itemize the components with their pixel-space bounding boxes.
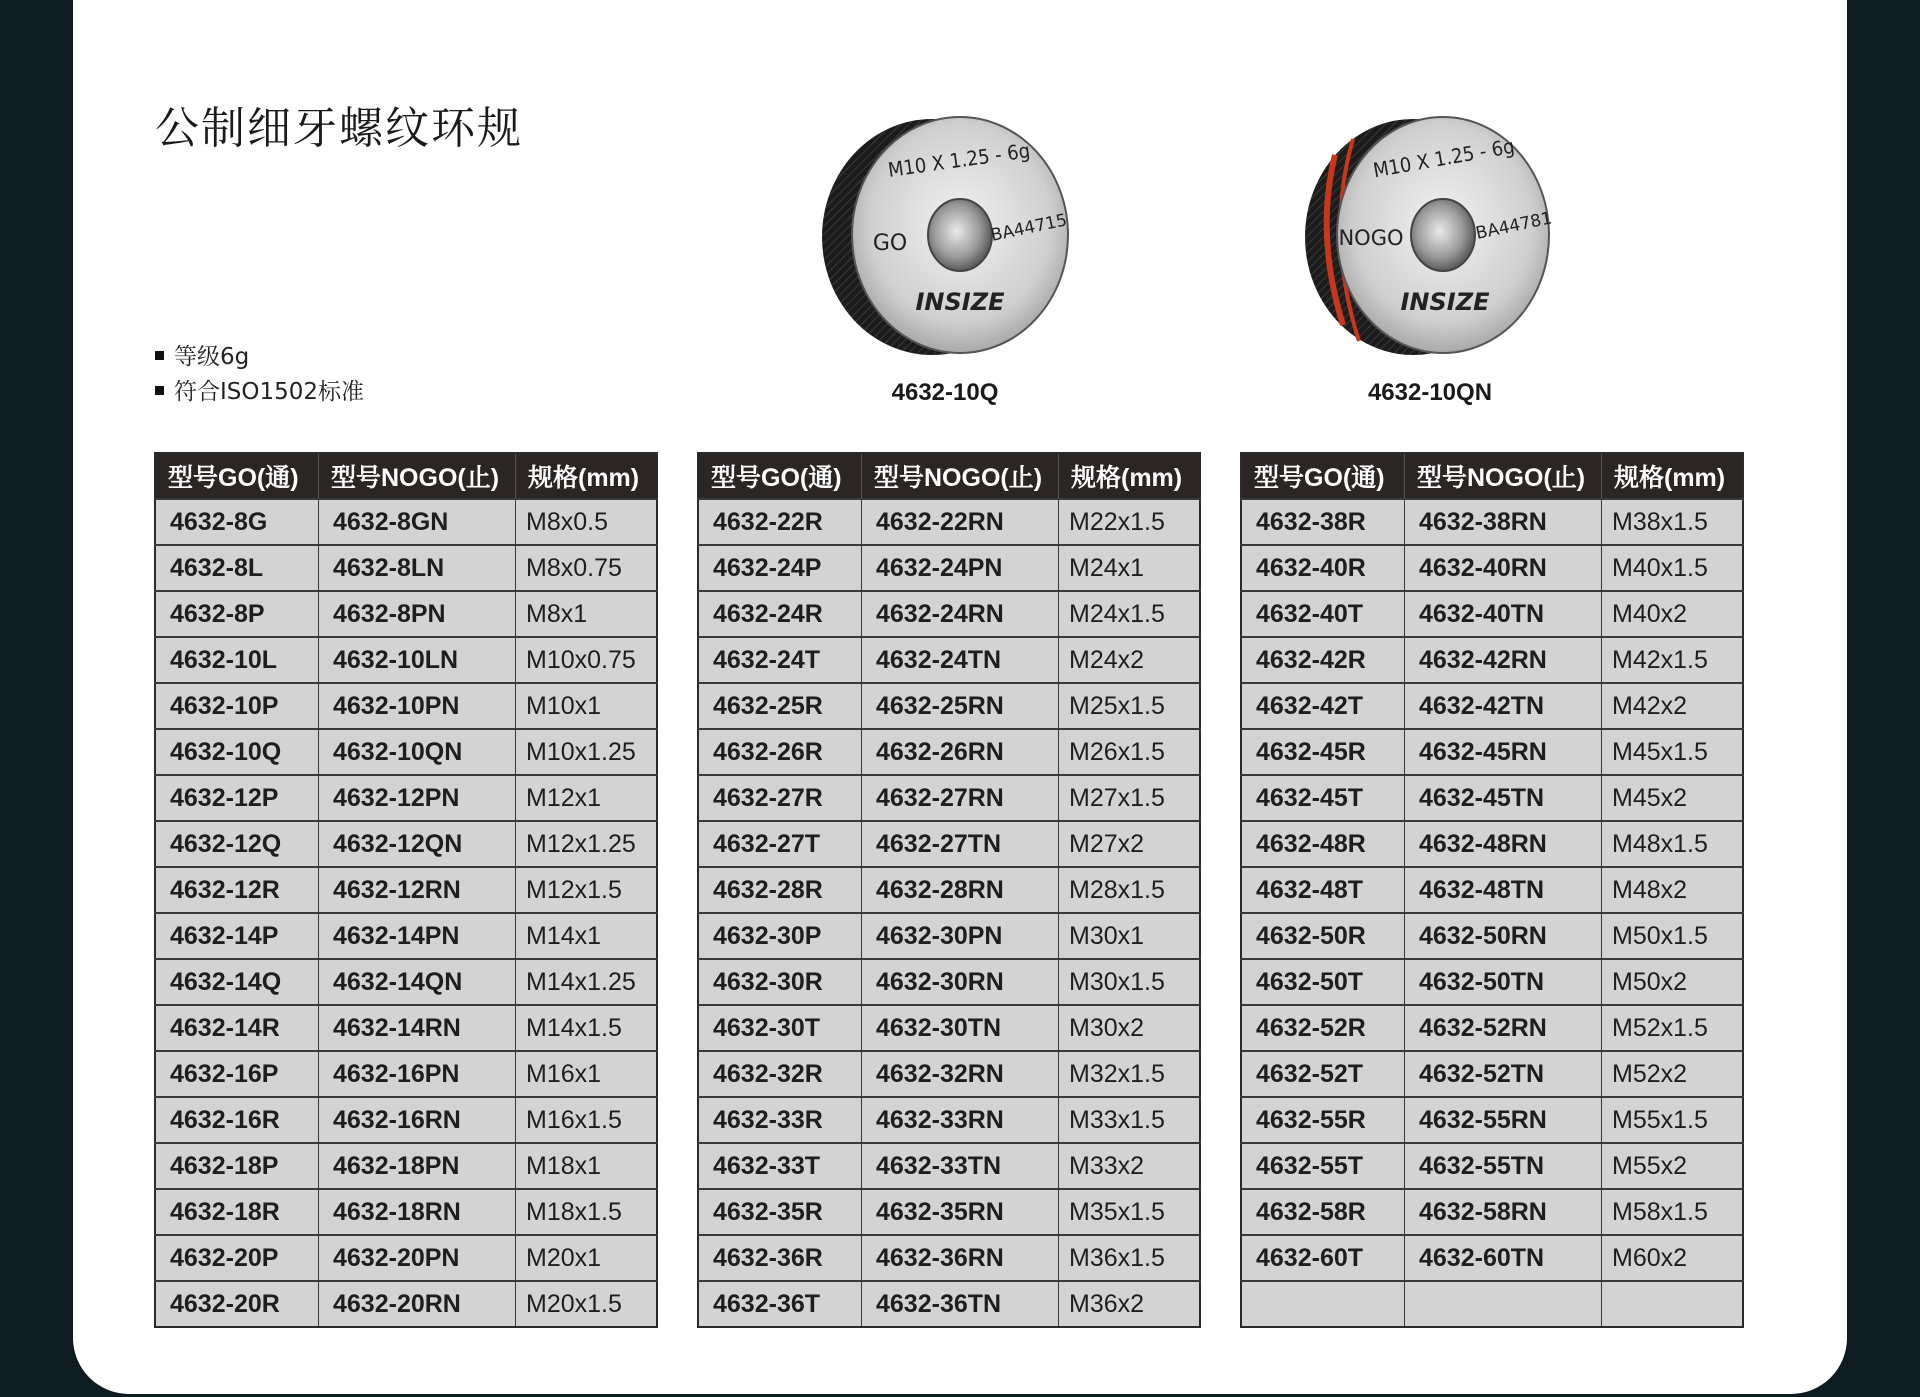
spec-table-3 xyxy=(1240,452,1744,1328)
cell-go-model: 4632-30P xyxy=(698,913,862,959)
cell-go-model: 4632-8G xyxy=(155,499,319,545)
cell-size: M42x2 xyxy=(1602,683,1744,729)
cell-size: M52x1.5 xyxy=(1602,1005,1744,1051)
cell-nogo-model: 4632-55TN xyxy=(1405,1143,1602,1189)
table-row xyxy=(1241,499,1743,545)
table-row xyxy=(155,775,657,821)
table-row xyxy=(155,1281,657,1327)
table-row xyxy=(1241,637,1743,683)
brand-logo: INSIZE xyxy=(915,288,1005,316)
table-row xyxy=(698,729,1200,775)
cell-size: M28x1.5 xyxy=(1059,867,1201,913)
cell-size: M58x1.5 xyxy=(1602,1189,1744,1235)
table-row xyxy=(155,499,657,545)
cell-size: M36x1.5 xyxy=(1059,1235,1201,1281)
cell-go-model: 4632-55R xyxy=(1241,1097,1405,1143)
cell-nogo-model: 4632-18RN xyxy=(319,1189,516,1235)
product-nogo-gauge xyxy=(1295,95,1565,407)
cell-nogo-model: 4632-48RN xyxy=(1405,821,1602,867)
cell-nogo-model: 4632-12QN xyxy=(319,821,516,867)
cell-size: M24x1.5 xyxy=(1059,591,1201,637)
cell-go-model: 4632-10L xyxy=(155,637,319,683)
table-row xyxy=(698,1005,1200,1051)
table-row xyxy=(155,545,657,591)
cell-go-model: 4632-36R xyxy=(698,1235,862,1281)
bullet-square-icon xyxy=(155,386,164,395)
feature-text: 符合ISO1502标准 xyxy=(174,379,365,405)
cell-nogo-model: 4632-36RN xyxy=(862,1235,1059,1281)
cell-size: M48x2 xyxy=(1602,867,1744,913)
cell-size: M55x1.5 xyxy=(1602,1097,1744,1143)
cell-nogo-model: 4632-14RN xyxy=(319,1005,516,1051)
table-header-row xyxy=(698,453,1200,499)
table-row xyxy=(1241,1143,1743,1189)
cell-size: M25x1.5 xyxy=(1059,683,1201,729)
cell-nogo-model: 4632-10PN xyxy=(319,683,516,729)
cell-size: M12x1.25 xyxy=(516,821,658,867)
cell-size: M45x2 xyxy=(1602,775,1744,821)
cell-go-model: 4632-18P xyxy=(155,1143,319,1189)
header-nogo: 型号NOGO(止) xyxy=(1405,453,1602,499)
cell-size: M55x2 xyxy=(1602,1143,1744,1189)
table-row xyxy=(698,683,1200,729)
cell-nogo-model xyxy=(1405,1281,1602,1327)
cell-go-model: 4632-12R xyxy=(155,867,319,913)
cell-size: M60x2 xyxy=(1602,1235,1744,1281)
cell-size: M14x1.25 xyxy=(516,959,658,1005)
cell-go-model: 4632-42R xyxy=(1241,637,1405,683)
cell-go-model xyxy=(1241,1281,1405,1327)
table-row xyxy=(698,1235,1200,1281)
cell-size: M26x1.5 xyxy=(1059,729,1201,775)
table-row xyxy=(698,1051,1200,1097)
cell-go-model: 4632-26R xyxy=(698,729,862,775)
threaded-hole xyxy=(1411,199,1475,271)
cell-nogo-model: 4632-24RN xyxy=(862,591,1059,637)
cell-size: M33x1.5 xyxy=(1059,1097,1201,1143)
cell-size: M24x1 xyxy=(1059,545,1201,591)
cell-go-model: 4632-12P xyxy=(155,775,319,821)
cell-nogo-model: 4632-12PN xyxy=(319,775,516,821)
cell-size: M48x1.5 xyxy=(1602,821,1744,867)
table-row xyxy=(1241,1005,1743,1051)
header-go: 型号GO(通) xyxy=(1241,453,1405,499)
table-row xyxy=(1241,729,1743,775)
table-row xyxy=(698,821,1200,867)
feature-item xyxy=(155,340,364,375)
cell-go-model: 4632-25R xyxy=(698,683,862,729)
cell-size: M18x1.5 xyxy=(516,1189,658,1235)
cell-nogo-model: 4632-22RN xyxy=(862,499,1059,545)
cell-nogo-model: 4632-36TN xyxy=(862,1281,1059,1327)
product-caption: 4632-10Q xyxy=(891,379,999,406)
nogo-ring-gauge-image xyxy=(1295,95,1565,375)
header-nogo: 型号NOGO(止) xyxy=(319,453,516,499)
cell-go-model: 4632-52T xyxy=(1241,1051,1405,1097)
cell-go-model: 4632-30T xyxy=(698,1005,862,1051)
side-label: GO xyxy=(872,231,908,256)
cell-nogo-model: 4632-8GN xyxy=(319,499,516,545)
cell-nogo-model: 4632-50RN xyxy=(1405,913,1602,959)
cell-size: M14x1.5 xyxy=(516,1005,658,1051)
cell-nogo-model: 4632-35RN xyxy=(862,1189,1059,1235)
table-row xyxy=(1241,1235,1743,1281)
cell-go-model: 4632-38R xyxy=(1241,499,1405,545)
table-row xyxy=(155,867,657,913)
cell-go-model: 4632-24R xyxy=(698,591,862,637)
cell-go-model: 4632-58R xyxy=(1241,1189,1405,1235)
cell-go-model: 4632-20R xyxy=(155,1281,319,1327)
table-row xyxy=(1241,959,1743,1005)
cell-go-model: 4632-27R xyxy=(698,775,862,821)
cell-go-model: 4632-24P xyxy=(698,545,862,591)
cell-nogo-model: 4632-14QN xyxy=(319,959,516,1005)
product-go-gauge xyxy=(810,95,1080,407)
cell-nogo-model: 4632-45RN xyxy=(1405,729,1602,775)
serial-number: BA44715 xyxy=(989,210,1069,246)
header-go: 型号GO(通) xyxy=(155,453,319,499)
cell-size: M45x1.5 xyxy=(1602,729,1744,775)
table-row xyxy=(698,1189,1200,1235)
table-row xyxy=(155,1189,657,1235)
table-header-row xyxy=(1241,453,1743,499)
cell-go-model: 4632-35R xyxy=(698,1189,862,1235)
cell-nogo-model: 4632-8PN xyxy=(319,591,516,637)
spec-table-1 xyxy=(154,452,658,1328)
cell-size: M35x1.5 xyxy=(1059,1189,1201,1235)
table-row xyxy=(155,913,657,959)
threaded-hole xyxy=(928,199,992,271)
cell-size: M52x2 xyxy=(1602,1051,1744,1097)
cell-size xyxy=(1602,1281,1744,1327)
cell-nogo-model: 4632-33TN xyxy=(862,1143,1059,1189)
cell-nogo-model: 4632-16RN xyxy=(319,1097,516,1143)
cell-nogo-model: 4632-55RN xyxy=(1405,1097,1602,1143)
go-ring-gauge-image xyxy=(810,95,1080,375)
cell-nogo-model: 4632-26RN xyxy=(862,729,1059,775)
cell-nogo-model: 4632-32RN xyxy=(862,1051,1059,1097)
table-row xyxy=(155,1097,657,1143)
cell-size: M40x1.5 xyxy=(1602,545,1744,591)
table-row xyxy=(698,1097,1200,1143)
table-row xyxy=(155,1143,657,1189)
table-row xyxy=(155,1235,657,1281)
cell-size: M18x1 xyxy=(516,1143,658,1189)
table-row xyxy=(155,959,657,1005)
cell-size: M33x2 xyxy=(1059,1143,1201,1189)
ring-marking: M10 X 1.25 - 6g xyxy=(886,138,1032,182)
table-row xyxy=(1241,1189,1743,1235)
cell-go-model: 4632-48T xyxy=(1241,867,1405,913)
table-row xyxy=(155,729,657,775)
cell-nogo-model: 4632-14PN xyxy=(319,913,516,959)
cell-size: M50x2 xyxy=(1602,959,1744,1005)
cell-go-model: 4632-14Q xyxy=(155,959,319,1005)
feature-item xyxy=(155,375,364,410)
cell-go-model: 4632-24T xyxy=(698,637,862,683)
cell-nogo-model: 4632-10QN xyxy=(319,729,516,775)
table-row xyxy=(698,913,1200,959)
cell-go-model: 4632-55T xyxy=(1241,1143,1405,1189)
cell-go-model: 4632-16R xyxy=(155,1097,319,1143)
cell-nogo-model: 4632-50TN xyxy=(1405,959,1602,1005)
product-caption: 4632-10QN xyxy=(1367,379,1493,406)
cell-go-model: 4632-20P xyxy=(155,1235,319,1281)
cell-go-model: 4632-52R xyxy=(1241,1005,1405,1051)
cell-nogo-model: 4632-24TN xyxy=(862,637,1059,683)
cell-size: M8x1 xyxy=(516,591,658,637)
cell-nogo-model: 4632-52RN xyxy=(1405,1005,1602,1051)
cell-size: M27x1.5 xyxy=(1059,775,1201,821)
cell-size: M14x1 xyxy=(516,913,658,959)
cell-go-model: 4632-10P xyxy=(155,683,319,729)
cell-nogo-model: 4632-30TN xyxy=(862,1005,1059,1051)
table-row xyxy=(698,1143,1200,1189)
cell-nogo-model: 4632-20RN xyxy=(319,1281,516,1327)
cell-go-model: 4632-50R xyxy=(1241,913,1405,959)
header-size: 规格(mm) xyxy=(1602,453,1744,499)
cell-size: M12x1.5 xyxy=(516,867,658,913)
cell-go-model: 4632-8L xyxy=(155,545,319,591)
table-row xyxy=(698,775,1200,821)
cell-go-model: 4632-14R xyxy=(155,1005,319,1051)
cell-nogo-model: 4632-8LN xyxy=(319,545,516,591)
side-label: NOGO xyxy=(1338,226,1404,250)
table-row xyxy=(698,499,1200,545)
cell-nogo-model: 4632-42RN xyxy=(1405,637,1602,683)
cell-size: M50x1.5 xyxy=(1602,913,1744,959)
cell-size: M10x1 xyxy=(516,683,658,729)
cell-go-model: 4632-60T xyxy=(1241,1235,1405,1281)
table-row xyxy=(1241,775,1743,821)
cell-size: M16x1 xyxy=(516,1051,658,1097)
cell-go-model: 4632-45T xyxy=(1241,775,1405,821)
feature-list xyxy=(155,340,364,410)
cell-nogo-model: 4632-27TN xyxy=(862,821,1059,867)
header-nogo: 型号NOGO(止) xyxy=(862,453,1059,499)
header-go: 型号GO(通) xyxy=(698,453,862,499)
cell-size: M40x2 xyxy=(1602,591,1744,637)
table-row xyxy=(1241,913,1743,959)
cell-size: M16x1.5 xyxy=(516,1097,658,1143)
cell-go-model: 4632-33R xyxy=(698,1097,862,1143)
cell-nogo-model: 4632-38RN xyxy=(1405,499,1602,545)
serial-number: BA44781 xyxy=(1474,208,1554,244)
bullet-square-icon xyxy=(155,351,164,360)
cell-nogo-model: 4632-16PN xyxy=(319,1051,516,1097)
cell-nogo-model: 4632-18PN xyxy=(319,1143,516,1189)
cell-nogo-model: 4632-30PN xyxy=(862,913,1059,959)
cell-nogo-model: 4632-27RN xyxy=(862,775,1059,821)
cell-go-model: 4632-18R xyxy=(155,1189,319,1235)
table-row xyxy=(698,545,1200,591)
cell-go-model: 4632-32R xyxy=(698,1051,862,1097)
table-row xyxy=(155,637,657,683)
cell-size: M20x1.5 xyxy=(516,1281,658,1327)
table-row xyxy=(698,867,1200,913)
cell-size: M20x1 xyxy=(516,1235,658,1281)
table-row xyxy=(698,591,1200,637)
cell-go-model: 4632-8P xyxy=(155,591,319,637)
cell-size: M36x2 xyxy=(1059,1281,1201,1327)
cell-nogo-model: 4632-48TN xyxy=(1405,867,1602,913)
cell-size: M32x1.5 xyxy=(1059,1051,1201,1097)
cell-nogo-model: 4632-30RN xyxy=(862,959,1059,1005)
table-row xyxy=(1241,821,1743,867)
table-row xyxy=(1241,867,1743,913)
cell-go-model: 4632-50T xyxy=(1241,959,1405,1005)
cell-size: M42x1.5 xyxy=(1602,637,1744,683)
cell-size: M30x2 xyxy=(1059,1005,1201,1051)
cell-nogo-model: 4632-24PN xyxy=(862,545,1059,591)
cell-nogo-model: 4632-28RN xyxy=(862,867,1059,913)
cell-go-model: 4632-16P xyxy=(155,1051,319,1097)
cell-go-model: 4632-10Q xyxy=(155,729,319,775)
cell-go-model: 4632-22R xyxy=(698,499,862,545)
cell-nogo-model: 4632-12RN xyxy=(319,867,516,913)
table-row xyxy=(1241,1281,1743,1327)
cell-nogo-model: 4632-40TN xyxy=(1405,591,1602,637)
cell-size: M38x1.5 xyxy=(1602,499,1744,545)
cell-nogo-model: 4632-10LN xyxy=(319,637,516,683)
table-row xyxy=(1241,683,1743,729)
cell-nogo-model: 4632-25RN xyxy=(862,683,1059,729)
page-title: 公制细牙螺纹环规 xyxy=(155,103,523,154)
table-row xyxy=(155,1051,657,1097)
cell-go-model: 4632-48R xyxy=(1241,821,1405,867)
feature-text: 等级6g xyxy=(174,344,250,370)
cell-go-model: 4632-36T xyxy=(698,1281,862,1327)
cell-nogo-model: 4632-42TN xyxy=(1405,683,1602,729)
header-size: 规格(mm) xyxy=(516,453,658,499)
cell-size: M10x0.75 xyxy=(516,637,658,683)
cell-go-model: 4632-12Q xyxy=(155,821,319,867)
table-row xyxy=(1241,545,1743,591)
table-row xyxy=(155,683,657,729)
cell-nogo-model: 4632-60TN xyxy=(1405,1235,1602,1281)
cell-size: M30x1.5 xyxy=(1059,959,1201,1005)
header-size: 规格(mm) xyxy=(1059,453,1201,499)
table-row xyxy=(1241,1097,1743,1143)
cell-go-model: 4632-28R xyxy=(698,867,862,913)
table-row xyxy=(155,821,657,867)
cell-go-model: 4632-42T xyxy=(1241,683,1405,729)
cell-nogo-model: 4632-40RN xyxy=(1405,545,1602,591)
table-row xyxy=(1241,1051,1743,1097)
cell-go-model: 4632-14P xyxy=(155,913,319,959)
cell-nogo-model: 4632-45TN xyxy=(1405,775,1602,821)
cell-size: M30x1 xyxy=(1059,913,1201,959)
cell-size: M27x2 xyxy=(1059,821,1201,867)
table-row xyxy=(698,1281,1200,1327)
cell-nogo-model: 4632-33RN xyxy=(862,1097,1059,1143)
table-row xyxy=(155,591,657,637)
cell-go-model: 4632-33T xyxy=(698,1143,862,1189)
cell-size: M10x1.25 xyxy=(516,729,658,775)
cell-nogo-model: 4632-20PN xyxy=(319,1235,516,1281)
cell-go-model: 4632-27T xyxy=(698,821,862,867)
cell-go-model: 4632-30R xyxy=(698,959,862,1005)
brand-logo: INSIZE xyxy=(1400,288,1490,316)
table-row xyxy=(698,959,1200,1005)
cell-nogo-model: 4632-58RN xyxy=(1405,1189,1602,1235)
cell-go-model: 4632-40T xyxy=(1241,591,1405,637)
cell-go-model: 4632-45R xyxy=(1241,729,1405,775)
table-row xyxy=(698,637,1200,683)
cell-size: M12x1 xyxy=(516,775,658,821)
ring-marking: M10 X 1.25 - 6g xyxy=(1371,133,1517,183)
cell-size: M24x2 xyxy=(1059,637,1201,683)
cell-size: M8x0.5 xyxy=(516,499,658,545)
table-row xyxy=(155,1005,657,1051)
cell-go-model: 4632-40R xyxy=(1241,545,1405,591)
table-row xyxy=(1241,591,1743,637)
cell-size: M22x1.5 xyxy=(1059,499,1201,545)
table-header-row xyxy=(155,453,657,499)
cell-nogo-model: 4632-52TN xyxy=(1405,1051,1602,1097)
cell-size: M8x0.75 xyxy=(516,545,658,591)
spec-table-2 xyxy=(697,452,1201,1328)
